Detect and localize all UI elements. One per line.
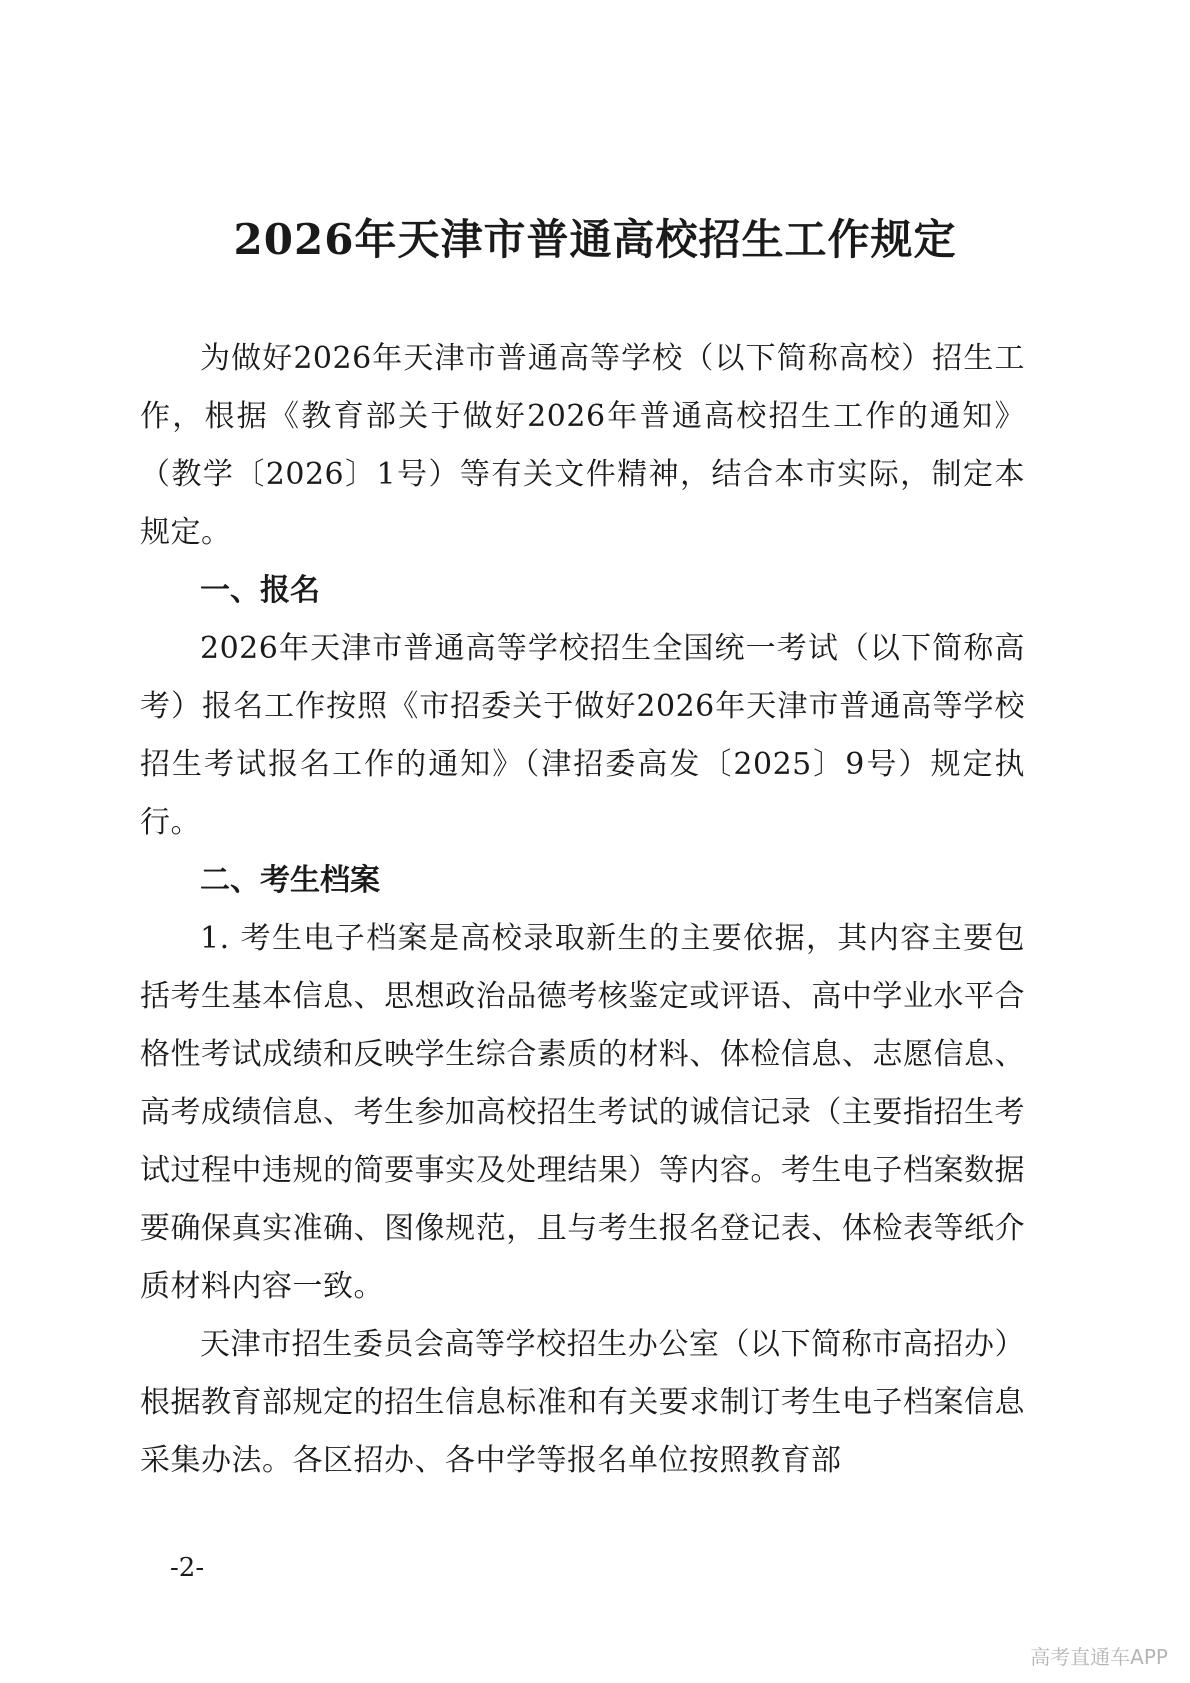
section-heading-candidate-files: 二、考生档案 (200, 863, 380, 898)
intro-paragraph: 为做好2026年天津市普通高等学校（以下简称高校）招生工作，根据《教育部关于做好2026年普通高校招生工作的通知》（教学〔2026〕1号）等有关文件精神，结合本市实际，制定本规定。 (140, 341, 1025, 550)
candidate-files-paragraph-2: 天津市招生委员会高等学校招生办公室（以下简称市高招办）根据教育部规定的招生信息标准和有关要求制订考生电子档案信息采集办法。各区招办、各中学等报名单位按照教育部 (140, 1327, 1025, 1478)
page-number: -2- (170, 1553, 205, 1583)
document-title: 2026年天津市普通高校招生工作规定 (233, 215, 957, 264)
registration-paragraph: 2026年天津市普通高等学校招生全国统一考试（以下简称高考）报名工作按照《市招委关于做好2026年天津市普通高等学校招生考试报名工作的通知》（津招委高发〔2025〕9号）规定执行。 (140, 631, 1025, 840)
watermark-text: 高考直通车APP (1030, 1645, 1168, 1669)
candidate-files-paragraph-1: 1. 考生电子档案是高校录取新生的主要依据，其内容主要包括考生基本信息、思想政治品德考核鉴定或评语、高中学业水平合格性考试成绩和反映学生综合素质的材料、体检信息、志愿信息、高考成绩信息、考生参加高校招生考试的诚信记录（主要指招生考试过程中违规的简要事实及处理结果）等内容。考生电子档案数据要确保真实准确、图像规范，且与考生报名登记表、体检表等纸介质材料内容一致。 (140, 921, 1025, 1304)
section-heading-registration: 一、报名 (200, 573, 320, 608)
document-body (140, 330, 1025, 1490)
